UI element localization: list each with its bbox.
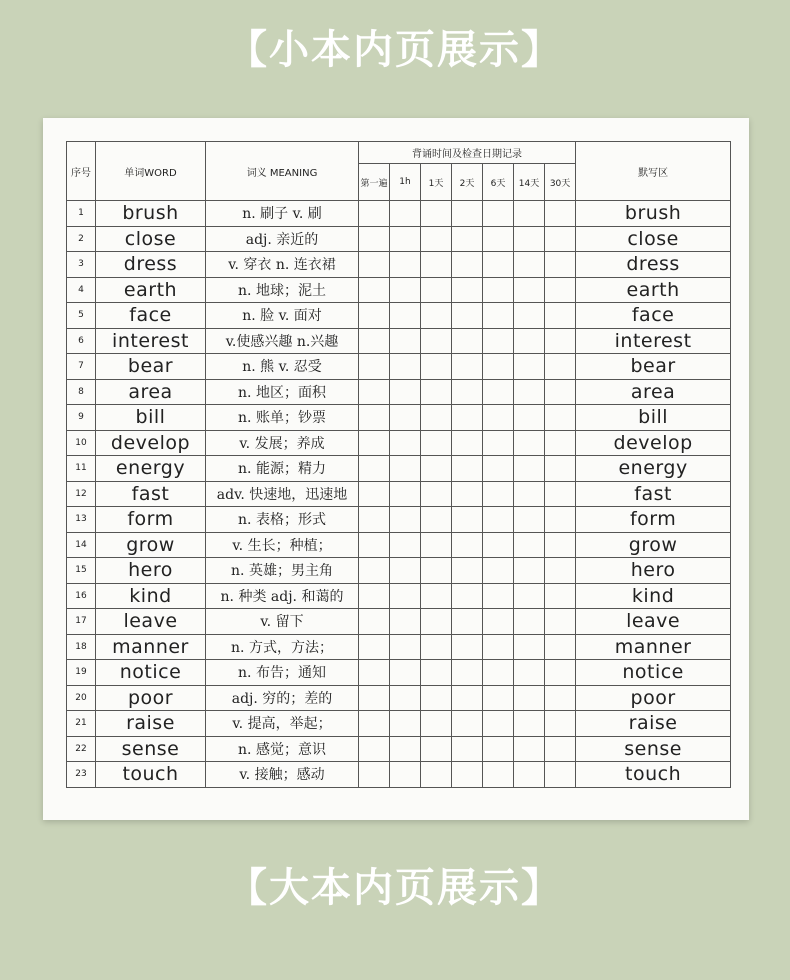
- check-cell: [483, 583, 514, 609]
- check-cell: [545, 379, 576, 405]
- word-cell: energy: [96, 456, 206, 482]
- row-index: 12: [67, 481, 96, 507]
- row-index: 20: [67, 685, 96, 711]
- row-index: 18: [67, 634, 96, 660]
- check-cell: [452, 277, 483, 303]
- table-row: [67, 303, 731, 329]
- header-day: 1天: [421, 164, 452, 201]
- check-cell: [359, 558, 390, 584]
- check-cell: [452, 456, 483, 482]
- row-index: 8: [67, 379, 96, 405]
- check-cell: [514, 277, 545, 303]
- table-row: [67, 634, 731, 660]
- check-cell: [359, 660, 390, 686]
- table-row: [67, 226, 731, 252]
- check-cell: [514, 532, 545, 558]
- header-schedule: 背诵时间及检查日期记录: [359, 142, 576, 164]
- check-cell: [359, 456, 390, 482]
- check-cell: [483, 532, 514, 558]
- word-cell: leave: [96, 609, 206, 635]
- word-cell: earth: [96, 277, 206, 303]
- check-cell: [545, 481, 576, 507]
- table-row: [67, 354, 731, 380]
- row-index: 23: [67, 762, 96, 788]
- check-cell: [452, 328, 483, 354]
- row-index: 19: [67, 660, 96, 686]
- check-cell: [390, 226, 421, 252]
- meaning-cell: n. 种类 adj. 和蔼的: [206, 583, 359, 609]
- meaning-cell: v. 生长；种植；: [206, 532, 359, 558]
- meaning-cell: n. 布告；通知: [206, 660, 359, 686]
- check-cell: [421, 405, 452, 431]
- dictation-cell: energy: [576, 456, 731, 482]
- meaning-cell: n. 地球；泥土: [206, 277, 359, 303]
- check-cell: [421, 201, 452, 227]
- word-cell: brush: [96, 201, 206, 227]
- word-cell: fast: [96, 481, 206, 507]
- table-row: [67, 201, 731, 227]
- word-cell: grow: [96, 532, 206, 558]
- check-cell: [514, 762, 545, 788]
- check-cell: [390, 430, 421, 456]
- check-cell: [483, 354, 514, 380]
- dictation-cell: sense: [576, 736, 731, 762]
- meaning-cell: v. 穿衣 n. 连衣裙: [206, 252, 359, 278]
- check-cell: [483, 685, 514, 711]
- check-cell: [452, 507, 483, 533]
- check-cell: [359, 583, 390, 609]
- header-index: 序号: [67, 142, 96, 201]
- check-cell: [421, 583, 452, 609]
- check-cell: [452, 762, 483, 788]
- check-cell: [483, 609, 514, 635]
- word-cell: face: [96, 303, 206, 329]
- check-cell: [390, 277, 421, 303]
- table-row: [67, 685, 731, 711]
- check-cell: [421, 532, 452, 558]
- word-cell: kind: [96, 583, 206, 609]
- check-cell: [545, 711, 576, 737]
- check-cell: [390, 634, 421, 660]
- check-cell: [514, 583, 545, 609]
- row-index: 9: [67, 405, 96, 431]
- row-index: 15: [67, 558, 96, 584]
- row-index: 10: [67, 430, 96, 456]
- check-cell: [452, 609, 483, 635]
- table-row: [67, 762, 731, 788]
- word-cell: develop: [96, 430, 206, 456]
- check-cell: [390, 685, 421, 711]
- header-day: 1h: [390, 164, 421, 201]
- check-cell: [514, 430, 545, 456]
- meaning-cell: n. 地区；面积: [206, 379, 359, 405]
- row-index: 22: [67, 736, 96, 762]
- check-cell: [359, 405, 390, 431]
- check-cell: [421, 609, 452, 635]
- check-cell: [452, 379, 483, 405]
- header-word: 单词WORD: [96, 142, 206, 201]
- check-cell: [421, 379, 452, 405]
- dictation-cell: bear: [576, 354, 731, 380]
- dictation-cell: bill: [576, 405, 731, 431]
- check-cell: [421, 660, 452, 686]
- header-day: 6天: [483, 164, 514, 201]
- header-day: 第一遍: [359, 164, 390, 201]
- check-cell: [359, 328, 390, 354]
- check-cell: [483, 430, 514, 456]
- check-cell: [483, 456, 514, 482]
- meaning-cell: adj. 穷的；差的: [206, 685, 359, 711]
- check-cell: [359, 303, 390, 329]
- word-cell: area: [96, 379, 206, 405]
- check-cell: [421, 685, 452, 711]
- dictation-cell: kind: [576, 583, 731, 609]
- word-cell: bill: [96, 405, 206, 431]
- check-cell: [483, 303, 514, 329]
- check-cell: [452, 634, 483, 660]
- check-cell: [545, 634, 576, 660]
- check-cell: [483, 379, 514, 405]
- check-cell: [545, 660, 576, 686]
- check-cell: [390, 532, 421, 558]
- meaning-cell: v. 接触；感动: [206, 762, 359, 788]
- check-cell: [359, 226, 390, 252]
- table-row: [67, 558, 731, 584]
- table-row: [67, 405, 731, 431]
- check-cell: [514, 558, 545, 584]
- dictation-cell: leave: [576, 609, 731, 635]
- check-cell: [359, 634, 390, 660]
- row-index: 5: [67, 303, 96, 329]
- meaning-cell: v. 留下: [206, 609, 359, 635]
- check-cell: [545, 456, 576, 482]
- dictation-cell: poor: [576, 685, 731, 711]
- check-cell: [452, 481, 483, 507]
- vocabulary-table: [66, 141, 731, 788]
- check-cell: [483, 507, 514, 533]
- word-cell: notice: [96, 660, 206, 686]
- table-row: [67, 456, 731, 482]
- check-cell: [359, 277, 390, 303]
- dictation-cell: earth: [576, 277, 731, 303]
- check-cell: [359, 201, 390, 227]
- check-cell: [483, 328, 514, 354]
- meaning-cell: n. 感觉；意识: [206, 736, 359, 762]
- check-cell: [483, 226, 514, 252]
- word-cell: sense: [96, 736, 206, 762]
- check-cell: [359, 736, 390, 762]
- row-index: 16: [67, 583, 96, 609]
- word-cell: manner: [96, 634, 206, 660]
- check-cell: [514, 634, 545, 660]
- check-cell: [545, 430, 576, 456]
- check-cell: [514, 685, 545, 711]
- dictation-cell: form: [576, 507, 731, 533]
- check-cell: [421, 736, 452, 762]
- check-cell: [421, 634, 452, 660]
- check-cell: [483, 481, 514, 507]
- check-cell: [514, 354, 545, 380]
- dictation-cell: interest: [576, 328, 731, 354]
- check-cell: [390, 252, 421, 278]
- check-cell: [545, 685, 576, 711]
- check-cell: [452, 711, 483, 737]
- table-row: [67, 660, 731, 686]
- word-cell: poor: [96, 685, 206, 711]
- check-cell: [421, 762, 452, 788]
- check-cell: [390, 762, 421, 788]
- header-dictation: 默写区: [576, 142, 731, 201]
- check-cell: [390, 736, 421, 762]
- check-cell: [452, 430, 483, 456]
- dictation-cell: close: [576, 226, 731, 252]
- check-cell: [545, 609, 576, 635]
- row-index: 13: [67, 507, 96, 533]
- check-cell: [421, 303, 452, 329]
- check-cell: [390, 583, 421, 609]
- check-cell: [359, 685, 390, 711]
- meaning-cell: v. 发展；养成: [206, 430, 359, 456]
- check-cell: [421, 481, 452, 507]
- table-row: [67, 430, 731, 456]
- check-cell: [483, 405, 514, 431]
- check-cell: [421, 456, 452, 482]
- check-cell: [483, 201, 514, 227]
- check-cell: [359, 762, 390, 788]
- table-row: [67, 583, 731, 609]
- meaning-cell: adj. 亲近的: [206, 226, 359, 252]
- dictation-cell: brush: [576, 201, 731, 227]
- table-row: [67, 252, 731, 278]
- row-index: 6: [67, 328, 96, 354]
- table-row: [67, 379, 731, 405]
- banner-bottom-title: 【大本内页展示】: [227, 865, 563, 911]
- check-cell: [514, 303, 545, 329]
- word-cell: touch: [96, 762, 206, 788]
- check-cell: [452, 558, 483, 584]
- word-cell: form: [96, 507, 206, 533]
- header-meaning: 词义 MEANING: [206, 142, 359, 201]
- word-cell: dress: [96, 252, 206, 278]
- check-cell: [483, 558, 514, 584]
- dictation-cell: touch: [576, 762, 731, 788]
- check-cell: [545, 532, 576, 558]
- word-cell: interest: [96, 328, 206, 354]
- check-cell: [514, 711, 545, 737]
- row-index: 3: [67, 252, 96, 278]
- table-row: [67, 711, 731, 737]
- check-cell: [452, 226, 483, 252]
- check-cell: [390, 507, 421, 533]
- dictation-cell: notice: [576, 660, 731, 686]
- check-cell: [390, 201, 421, 227]
- dictation-cell: face: [576, 303, 731, 329]
- check-cell: [545, 507, 576, 533]
- meaning-cell: v.使感兴趣 n.兴趣: [206, 328, 359, 354]
- row-index: 21: [67, 711, 96, 737]
- check-cell: [514, 379, 545, 405]
- check-cell: [452, 252, 483, 278]
- dictation-cell: fast: [576, 481, 731, 507]
- check-cell: [390, 711, 421, 737]
- check-cell: [390, 405, 421, 431]
- check-cell: [483, 660, 514, 686]
- check-cell: [514, 405, 545, 431]
- word-cell: bear: [96, 354, 206, 380]
- check-cell: [421, 507, 452, 533]
- word-cell: hero: [96, 558, 206, 584]
- check-cell: [390, 354, 421, 380]
- row-index: 11: [67, 456, 96, 482]
- check-cell: [514, 226, 545, 252]
- check-cell: [359, 252, 390, 278]
- check-cell: [359, 507, 390, 533]
- check-cell: [545, 277, 576, 303]
- check-cell: [390, 379, 421, 405]
- row-index: 17: [67, 609, 96, 635]
- check-cell: [452, 685, 483, 711]
- check-cell: [545, 354, 576, 380]
- check-cell: [359, 430, 390, 456]
- check-cell: [421, 328, 452, 354]
- banner-top-title: 【小本内页展示】: [227, 27, 563, 73]
- table-row: [67, 481, 731, 507]
- dictation-cell: develop: [576, 430, 731, 456]
- check-cell: [421, 226, 452, 252]
- check-cell: [545, 226, 576, 252]
- check-cell: [390, 481, 421, 507]
- dictation-cell: manner: [576, 634, 731, 660]
- row-index: 2: [67, 226, 96, 252]
- table-row: [67, 736, 731, 762]
- dictation-cell: area: [576, 379, 731, 405]
- check-cell: [390, 558, 421, 584]
- check-cell: [545, 405, 576, 431]
- meaning-cell: n. 表格；形式: [206, 507, 359, 533]
- check-cell: [545, 201, 576, 227]
- check-cell: [452, 583, 483, 609]
- check-cell: [514, 507, 545, 533]
- check-cell: [514, 328, 545, 354]
- row-index: 14: [67, 532, 96, 558]
- vocabulary-sheet: [43, 118, 749, 820]
- check-cell: [545, 762, 576, 788]
- check-cell: [359, 609, 390, 635]
- check-cell: [452, 303, 483, 329]
- meaning-cell: n. 脸 v. 面对: [206, 303, 359, 329]
- word-cell: close: [96, 226, 206, 252]
- check-cell: [390, 456, 421, 482]
- check-cell: [483, 252, 514, 278]
- meaning-cell: n. 能源；精力: [206, 456, 359, 482]
- meaning-cell: n. 刷子 v. 刷: [206, 201, 359, 227]
- row-index: 1: [67, 201, 96, 227]
- check-cell: [390, 609, 421, 635]
- meaning-cell: adv. 快速地，迅速地: [206, 481, 359, 507]
- meaning-cell: n. 方式，方法；: [206, 634, 359, 660]
- check-cell: [421, 277, 452, 303]
- table-row: [67, 328, 731, 354]
- check-cell: [545, 736, 576, 762]
- check-cell: [452, 405, 483, 431]
- check-cell: [390, 328, 421, 354]
- header-day: 30天: [545, 164, 576, 201]
- row-index: 4: [67, 277, 96, 303]
- check-cell: [359, 354, 390, 380]
- check-cell: [514, 609, 545, 635]
- table-row: [67, 532, 731, 558]
- check-cell: [359, 711, 390, 737]
- check-cell: [452, 201, 483, 227]
- check-cell: [514, 481, 545, 507]
- check-cell: [545, 303, 576, 329]
- check-cell: [421, 711, 452, 737]
- dictation-cell: hero: [576, 558, 731, 584]
- check-cell: [483, 762, 514, 788]
- check-cell: [359, 379, 390, 405]
- check-cell: [421, 558, 452, 584]
- meaning-cell: v. 提高，举起；: [206, 711, 359, 737]
- table-row: [67, 609, 731, 635]
- table-row: [67, 507, 731, 533]
- check-cell: [452, 736, 483, 762]
- check-cell: [483, 277, 514, 303]
- dictation-cell: grow: [576, 532, 731, 558]
- check-cell: [514, 201, 545, 227]
- check-cell: [514, 660, 545, 686]
- check-cell: [514, 456, 545, 482]
- meaning-cell: n. 熊 v. 忍受: [206, 354, 359, 380]
- meaning-cell: n. 英雄；男主角: [206, 558, 359, 584]
- check-cell: [390, 660, 421, 686]
- check-cell: [545, 583, 576, 609]
- word-cell: raise: [96, 711, 206, 737]
- check-cell: [359, 481, 390, 507]
- header-day: 14天: [514, 164, 545, 201]
- dictation-cell: dress: [576, 252, 731, 278]
- check-cell: [452, 660, 483, 686]
- check-cell: [483, 736, 514, 762]
- check-cell: [514, 252, 545, 278]
- check-cell: [545, 558, 576, 584]
- check-cell: [452, 532, 483, 558]
- check-cell: [483, 634, 514, 660]
- table-row: [67, 277, 731, 303]
- check-cell: [452, 354, 483, 380]
- check-cell: [421, 252, 452, 278]
- meaning-cell: n. 账单；钞票: [206, 405, 359, 431]
- dictation-cell: raise: [576, 711, 731, 737]
- check-cell: [483, 711, 514, 737]
- check-cell: [421, 354, 452, 380]
- header-day: 2天: [452, 164, 483, 201]
- check-cell: [545, 252, 576, 278]
- row-index: 7: [67, 354, 96, 380]
- check-cell: [514, 736, 545, 762]
- check-cell: [359, 532, 390, 558]
- check-cell: [545, 328, 576, 354]
- check-cell: [421, 430, 452, 456]
- check-cell: [390, 303, 421, 329]
